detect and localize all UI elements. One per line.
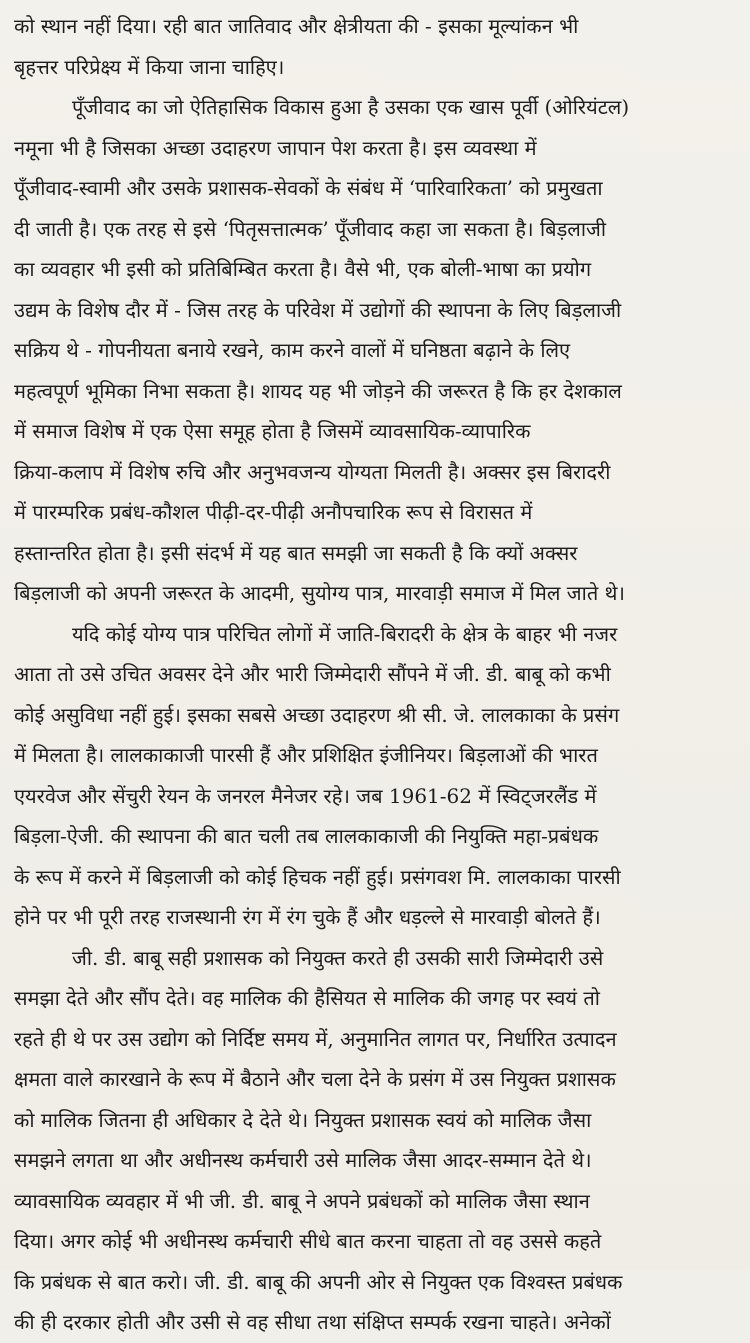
text-line: एयरवेज और सेंचुरी रेयन के जनरल मैनेजर रहे। जब 1961-62 में स्विट्जरलैंड में (14, 783, 597, 808)
text-line: बिड़लाजी को अपनी जरूरत के आदमी, सुयोग्य पात्र, मारवाड़ी समाज में मिल जाते थे। (14, 581, 625, 605)
text-line: समझने लगता था और अधीनस्थ कर्मचारी उसे मालिक जैसा आदर-सम्मान देते थे। (14, 1148, 592, 1172)
text-line: कोई असुविधा नहीं हुई। इसका सबसे अच्छा उदाहरण श्री सी. जे. लालकाका के प्रसंग (14, 702, 620, 727)
text-line: जी. डी. बाबू सही प्रशासक को नियुक्त करते ही उसकी सारी जिम्मेदारी उसे (72, 945, 604, 970)
text-line: यदि कोई योग्य पात्र परिचित लोगों में जाति-बिरादरी के क्षेत्र के बाहर भी नजर (72, 621, 618, 646)
text-line: होने पर भी पूरी तरह राजस्थानी रंग में रंग चुके हैं और धड़ल्ले से मारवाड़ी बोलते हैं। (14, 905, 601, 929)
text-line: दी जाती है। एक तरह से इसे ‘पितृसत्तात्मक’ पूँजीवाद कहा जा सकता है। बिड़लाजी (14, 216, 607, 241)
text-line: समझा देते और सौंप देते। वह मालिक की हैसियत से मालिक की जगह पर स्वयं तो (14, 986, 600, 1010)
text-line: बृहत्तर परिप्रेक्ष्य में किया जाना चाहिए। (14, 54, 285, 79)
text-line: रहते ही थे पर उस उद्योग को निर्दिष्ट समय में, अनुमानित लागत पर, निर्धारित उत्पादन (14, 1026, 617, 1051)
text-line: में समाज विशेष में एक ऐसा समूह होता है जिसमें व्यावसायिक-व्यापारिक (14, 419, 531, 443)
text-line: को स्थान नहीं दिया। रही बात जातिवाद और क्षेत्रीयता की - इसका मूल्यांकन भी (14, 14, 579, 38)
text-line: नमूना भी है जिसका अच्छा उदाहरण जापान पेश करता है। इस व्यवस्था में (14, 135, 537, 160)
text-line: उद्यम के विशेष दौर में - जिस तरह के परिवेश में उद्योगों की स्थापना के लिए बिड़लाजी (14, 297, 622, 322)
text-line: की ही दरकार होती और उसी से वह सीधा तथा संक्षिप्त सम्पर्क रखना चाहते। अनेकों (14, 1310, 611, 1334)
text-line: का व्यवहार भी इसी को प्रतिबिम्बित करता है। वैसे भी, एक बोली-भाषा का प्रयोग (14, 257, 592, 281)
text-line: में पारम्परिक प्रबंध-कौशल पीढ़ी-दर-पीढ़ी अनौपचारिक रूप से विरासत में (14, 500, 533, 524)
text-line: क्रिया-कलाप में विशेष रुचि और अनुभवजन्य योग्यता मिलती है। अक्सर इस बिरादरी (14, 459, 611, 484)
text-line: के रूप में करने में बिड़लाजी को कोई हिचक नहीं हुई। प्रसंगवश मि. लालकाका पारसी (14, 864, 621, 889)
text-line: पूँजीवाद-स्वामी और उसके प्रशासक-सेवकों के संबंध में ‘पारिवारिकता’ को प्रमुखता (14, 176, 603, 200)
text-line: व्यावसायिक व्यवहार में भी जी. डी. बाबू ने अपने प्रबंधकों को मालिक जैसा स्थान (14, 1188, 590, 1213)
text-line: बिड़ला-ऐजी. की स्थापना की बात चली तब लालकाकाजी की नियुक्ति महा-प्रबंधक (14, 824, 599, 848)
text-line: में मिलता है। लालकाकाजी पारसी हैं और प्रशिक्षित इंजीनियर। बिड़लाओं की भारत (14, 743, 598, 767)
text-line: महत्वपूर्ण भूमिका निभा सकता है। शायद यह भी जोड़ने की जरूरत है कि हर देशकाल (14, 378, 622, 403)
text-line: को मालिक जितना ही अधिकार दे देते थे। नियुक्त प्रशासक स्वयं को मालिक जैसा (14, 1107, 592, 1132)
text-line: कि प्रबंधक से बात करो। जी. डी. बाबू की अपनी ओर से नियुक्त एक विश्वस्त प्रबंधक (14, 1269, 623, 1294)
text-line: क्षमता वाले कारखाने के रूप में बैठाने और चला देने के प्रसंग में उस नियुक्त प्रशासक (14, 1067, 616, 1091)
text-line: आता तो उसे उचित अवसर देने और भारी जिम्मेदारी सौंपने में जी. डी. बाबू को कभी (14, 662, 611, 686)
text-line: पूँजीवाद का जो ऐतिहासिक विकास हुआ है उसका एक खास पूर्वी (ओरियंटल) (72, 95, 630, 119)
text-line: दिया। अगर कोई भी अधीनस्थ कर्मचारी सीधे बात करना चाहता तो वह उससे कहते (14, 1229, 602, 1253)
text-line: सक्रिय थे - गोपनीयता बनाये रखने, काम करने वालों में घनिष्ठता बढ़ाने के लिए (14, 338, 571, 362)
text-line: हस्तान्तरित होता है। इसी संदर्भ में यह बात समझी जा सकती है कि क्यों अक्सर (14, 540, 578, 565)
